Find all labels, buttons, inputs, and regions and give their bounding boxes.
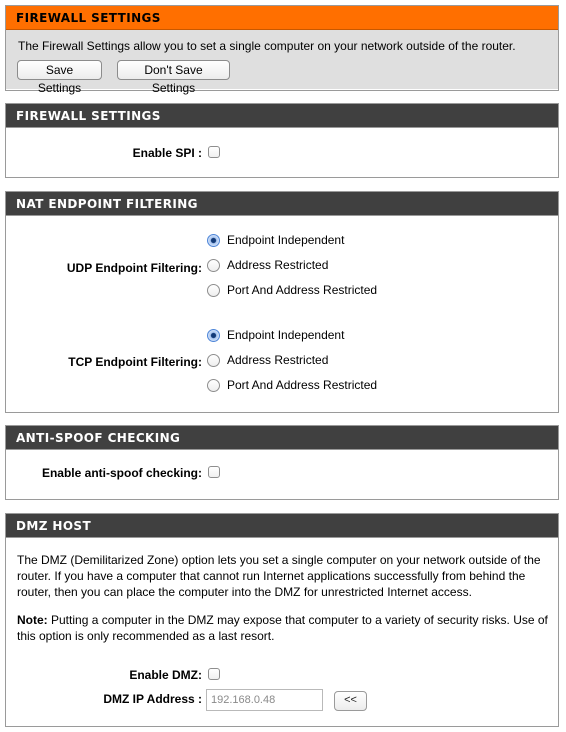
dmz-note-text: Putting a computer in the DMZ may expose that computer to a variety of security risks. Use of this option is only recommended as a last resort. <box>17 613 548 643</box>
dmz-note-label: Note: <box>17 613 48 627</box>
dmz-host-panel <box>5 513 559 727</box>
tcp-address-restricted-radio[interactable] <box>207 354 220 367</box>
udp-endpoint-filtering-label: UDP Endpoint Filtering: <box>66 261 202 275</box>
udp-port-address-restricted-radio[interactable] <box>207 284 220 297</box>
tcp-address-restricted-label: Address Restricted <box>227 353 329 367</box>
enable-spi-label: Enable SPI : <box>132 146 202 160</box>
tcp-endpoint-independent-radio[interactable] <box>207 329 220 342</box>
intro-description: The Firewall Settings allow you to set a single computer on your network outside of the router. <box>18 39 516 53</box>
udp-address-restricted-radio[interactable] <box>207 259 220 272</box>
udp-endpoint-independent-radio[interactable] <box>207 234 220 247</box>
firewall-settings-panel <box>5 103 559 178</box>
dont-save-settings-button[interactable]: Don't Save Settings <box>117 60 230 80</box>
anti-spoof-checking-panel <box>5 425 559 500</box>
enable-spi-checkbox[interactable] <box>208 146 220 158</box>
tcp-port-address-restricted-label: Port And Address Restricted <box>227 378 378 392</box>
udp-address-restricted-label: Address Restricted <box>227 258 329 272</box>
nat-endpoint-filtering-panel <box>5 191 559 413</box>
dmz-description: The DMZ (Demilitarized Zone) option lets you set a single computer on your network outside of the router. If you have a computer that cannot run Internet applications successfully from behind the router, then you can place the computer into the DMZ for unrestricted Internet access. <box>17 553 541 599</box>
udp-port-address-restricted-label: Port And Address Restricted <box>227 283 378 297</box>
intro-body <box>6 30 558 95</box>
anti-spoof-checking-title: ANTI-SPOOF CHECKING <box>6 426 558 450</box>
intro-panel <box>5 5 559 95</box>
enable-anti-spoof-checkbox[interactable] <box>208 466 220 478</box>
intro-title: FIREWALL SETTINGS <box>6 6 558 30</box>
dmz-host-title: DMZ HOST <box>6 514 558 538</box>
dmz-note <box>17 612 552 644</box>
firewall-settings-title: FIREWALL SETTINGS <box>6 104 558 128</box>
save-settings-button[interactable]: Save Settings <box>17 60 102 80</box>
enable-dmz-checkbox[interactable] <box>208 668 220 680</box>
dmz-copy-ip-button[interactable]: << <box>334 691 367 711</box>
enable-dmz-label: Enable DMZ: <box>129 668 202 682</box>
nat-endpoint-filtering-title: NAT ENDPOINT FILTERING <box>6 192 558 216</box>
dmz-ip-address-label: DMZ IP Address : <box>103 692 202 706</box>
enable-anti-spoof-label: Enable anti-spoof checking: <box>41 466 202 480</box>
udp-endpoint-independent-label: Endpoint Independent <box>227 233 345 247</box>
dmz-ip-address-input[interactable]: 192.168.0.48 <box>206 689 323 711</box>
tcp-endpoint-filtering-label: TCP Endpoint Filtering: <box>68 355 202 369</box>
tcp-port-address-restricted-radio[interactable] <box>207 379 220 392</box>
tcp-endpoint-independent-label: Endpoint Independent <box>227 328 345 342</box>
